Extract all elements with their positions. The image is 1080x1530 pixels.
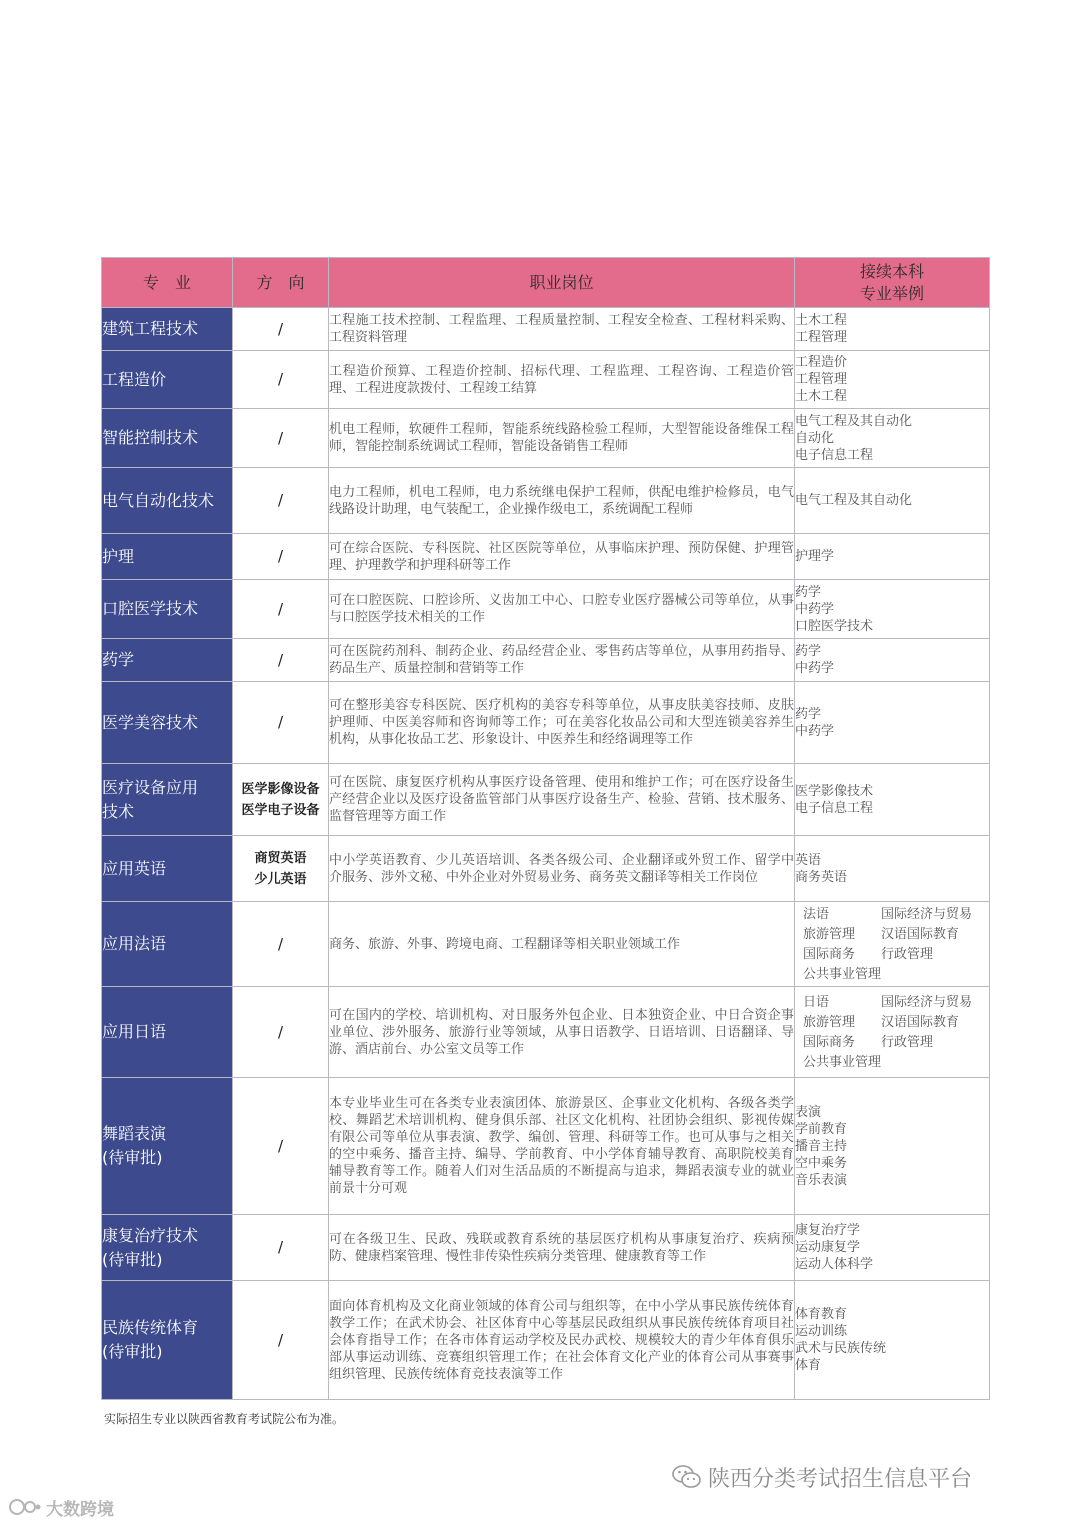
table-row [102,308,990,351]
table-row [102,1215,990,1281]
major-name [102,1281,233,1400]
watermark-left [8,1494,114,1520]
continuation-grid [803,994,981,1071]
major-name-line: 智能控制技术 [102,428,199,447]
direction-line: 医学影像设备 [241,781,320,797]
job-positions: 可在整形美容专科医院、医疗机构的美容专科等单位，从事皮肤美容技师、皮肤护理师、中医美容师和咨询师等工作；可在美容化妆品公司和大型连锁美容养生机构，从事化妆品工艺、形象设计、中医养生和经络调理等工作 [329,682,795,764]
continuation-item: 口腔医学技术 [795,618,874,634]
continuation-item: 英语 [795,852,822,868]
job-positions: 可在国内的学校、培训机构、对日服务外包企业、日本独资企业、中日合资企事业单位、涉外服务、旅游行业等领域，从事日语教学、日语培训、日语翻译、导游、酒店前台、办公室文员等工作 [329,987,795,1078]
continuation-majors [795,468,990,534]
table-row [102,580,990,639]
continuation-item: 康复治疗学 [795,1223,861,1238]
continuation-item: 体育 [795,1358,822,1373]
direction [233,308,329,351]
continuation-item: 运动康复学 [795,1240,861,1255]
major-name [102,580,233,639]
job-positions: 中小学英语教育、少儿英语培训、各类各级公司、企业翻译或外贸工作、留学中介服务、涉外文秘、中外企业对外贸易业务、商务英文翻译等相关工作岗位 [329,836,795,902]
major-name [102,764,233,836]
continuation-item: 音乐表演 [795,1172,848,1188]
major-name [102,639,233,682]
table-row [102,534,990,580]
continuation-item: 旅游管理 [803,926,856,942]
continuation-item: 护理学 [795,549,835,564]
major-name-line: (待审批) [102,1148,163,1167]
continuation-majors [795,682,990,764]
direction-line: / [277,1136,284,1155]
table-row [102,468,990,534]
job-positions: 可在综合医院、专科医院、社区医院等单位，从事临床护理、预防保健、护理管理、护理教学和护理科研等工作 [329,534,795,580]
table-row [102,682,990,764]
direction [233,682,329,764]
direction-line: / [277,491,284,509]
major-name-line: 应用法语 [102,934,167,953]
continuation-item: 武术与民族传统 [795,1341,887,1356]
major-name-line: 技术 [102,801,135,821]
continuation-item: 电子信息工程 [795,447,874,463]
direction [233,1281,329,1400]
continuation-item: 运动训练 [795,1324,848,1339]
job-positions: 面向体育机构及文化商业领域的体育公司与组织等，在中小学从事民族传统体育教学工作；在武术协会、社区体育中心等基层民政组织从事民族传统体育项目社会体育指导工作；在各市体育运动学校及民办武校、规模较大的青少年体育俱乐部从事运动训练、竞赛组织管理工作；在社会体育文化产业的体育公司从事赛事组织管理、民族传统体育竞技表演等工作 [329,1281,795,1400]
major-name [102,409,233,468]
continuation-item: 公共事业管理 [803,1054,882,1070]
major-name-line: 电气自动化技术 [102,490,215,510]
continuation-majors [795,1215,990,1281]
table-body [102,308,990,1400]
continuation-item: 工程造价 [795,355,848,370]
continuation-item: 国际经济与贸易 [881,994,973,1010]
direction-line: / [277,547,284,565]
continuation-majors [795,1078,990,1215]
continuation-item: 药学 [795,644,822,659]
direction-line: / [277,319,284,338]
continuation-item: 药学 [795,584,822,600]
job-positions: 商务、旅游、外事、跨境电商、工程翻译等相关职业领域工作 [329,902,795,987]
direction [233,351,329,409]
direction-line: / [277,934,284,953]
continuation-majors [795,902,990,987]
continuation-majors [795,308,990,351]
wechat-icon [672,1464,702,1490]
table-row [102,351,990,409]
major-name-line: (待审批) [102,1342,163,1361]
direction-line: / [277,370,284,388]
major-name-line: 口腔医学技术 [102,599,199,618]
table-row [102,1078,990,1215]
major-name-line: 应用英语 [102,858,167,878]
job-positions: 可在医院、康复医疗机构从事医疗设备管理、使用和维护工作；可在医疗设备生产经营企业以及医疗设备监管部门从事医疗设备生产、检验、营销、技术服务、监督管理等方面工作 [329,764,795,836]
continuation-item: 国际商务 [803,946,856,962]
continuation-item: 医学影像技术 [795,783,874,799]
table-row [102,764,990,836]
job-positions: 可在医院药剂科、制药企业、药品经营企业、零售药店等单位，从事用药指导、药品生产、质量控制和营销等工作 [329,639,795,682]
job-positions: 本专业毕业生可在各类专业表演团体、旅游景区、企事业文化机构、各级各类学校、舞蹈艺术培训机构、健身俱乐部、社区文化机构、社团协会组织、影视传媒有限公司等单位从事表演、教学、编创、管理、科研等工作。也可从事与之相关的空中乘务、播音主持、编导、学前教育、中小学体育辅导教育、高职院校美育辅导教育等工作。随着人们对生活品质的不断提高与追求，舞蹈表演专业的就业前景十分可观 [329,1078,795,1215]
header-direction: 方 向 [233,258,329,308]
continuation-majors [795,639,990,682]
major-name [102,987,233,1078]
continuation-item: 电气工程及其自动化 [795,493,913,508]
major-name-line: 应用日语 [102,1022,167,1041]
direction [233,1078,329,1215]
major-name-line: (待审批) [102,1249,163,1269]
header-continuation [795,258,990,308]
header-major: 专 业 [102,258,233,308]
direction [233,987,329,1078]
continuation-item: 汉语国际教育 [881,1014,960,1030]
major-name-line: 舞蹈表演 [102,1124,167,1143]
continuation-item: 工程管理 [795,372,848,387]
continuation-item: 工程管理 [795,330,848,345]
major-name-line: 康复治疗技术 [102,1225,199,1245]
direction [233,534,329,580]
footnote: 实际招生专业以陕西省教育考试院公布为准。 [104,1412,345,1426]
job-positions: 工程施工技术控制、工程监理、工程质量控制、工程安全检查、工程材料采购、工程资料管理 [329,308,795,351]
direction [233,468,329,534]
continuation-majors [795,534,990,580]
major-name [102,1078,233,1215]
major-name-line: 医学美容技术 [102,712,199,732]
direction [233,580,329,639]
major-name-line: 药学 [102,650,135,669]
direction-line: 医学电子设备 [241,802,320,818]
header-jobs: 职业岗位 [329,258,795,308]
job-positions: 工程造价预算、工程造价控制、招标代理、工程监理、工程咨询、工程造价管理、工程进度款拨付、工程竣工结算 [329,351,795,409]
continuation-majors [795,1281,990,1400]
continuation-grid [803,906,981,983]
major-name [102,351,233,409]
continuation-item: 行政管理 [881,1034,934,1050]
direction-line: / [277,1238,284,1256]
continuation-majors [795,764,990,836]
continuation-item: 法语 [803,906,830,922]
continuation-item: 国际经济与贸易 [881,906,973,922]
job-positions: 电力工程师，机电工程师，电力系统继电保护工程师，供配电维护检修员，电气线路设计助理，电气装配工，企业操作级电工，系统调配工程师 [329,468,795,534]
continuation-item: 学前教育 [795,1121,848,1137]
job-positions: 可在口腔医院、口腔诊所、义齿加工中心、口腔专业医疗器械公司等单位，从事与口腔医学技术相关的工作 [329,580,795,639]
job-positions: 可在各级卫生、民政、残联或教育系统的基层医疗机构从事康复治疗、疾病预防、健康档案管理、慢性非传染性疾病分类管理、健康教育等工作 [329,1215,795,1281]
continuation-majors [795,836,990,902]
continuation-item: 行政管理 [881,946,934,962]
job-positions: 机电工程师，软硬件工程师，智能系统线路检验工程师，大型智能设备维保工程师，智能控制系统调试工程师，智能设备销售工程师 [329,409,795,468]
continuation-majors [795,987,990,1078]
continuation-item: 旅游管理 [803,1014,856,1030]
continuation-majors [795,409,990,468]
direction [233,409,329,468]
watermark-left-text: 大数跨境 [46,1499,114,1520]
major-name [102,1215,233,1281]
major-name-line: 工程造价 [102,369,167,389]
table-row [102,1281,990,1400]
watermark-right [672,1462,972,1492]
major-name [102,534,233,580]
direction-line: / [277,713,284,731]
continuation-majors [795,580,990,639]
majors-table-wrapper [101,257,989,1400]
major-name [102,836,233,902]
continuation-item: 运动人体科学 [795,1257,874,1272]
major-name [102,682,233,764]
table-row [102,409,990,468]
direction-line: / [277,1022,284,1041]
continuation-item: 国际商务 [803,1034,856,1050]
continuation-item: 土木工程 [795,313,848,328]
continuation-item: 中药学 [795,723,835,739]
table-row [102,639,990,682]
logo-icon [8,1496,42,1518]
table-row [102,902,990,987]
continuation-item: 土木工程 [795,389,848,404]
continuation-item: 公共事业管理 [803,966,882,982]
continuation-item: 电气工程及其自动化 [795,413,913,429]
continuation-item: 药学 [795,706,822,722]
direction-line: / [277,1330,284,1349]
direction [233,902,329,987]
table-row [102,987,990,1078]
major-name [102,902,233,987]
table-header-row [102,258,990,308]
continuation-item: 中药学 [795,661,835,676]
major-name-line: 民族传统体育 [102,1318,199,1337]
continuation-majors [795,351,990,409]
header-continuation-line: 专业举例 [859,283,924,303]
direction-line: 商贸英语 [254,850,307,866]
continuation-item: 体育教育 [795,1307,848,1322]
continuation-item: 汉语国际教育 [881,926,960,942]
major-name [102,308,233,351]
majors-table [101,257,990,1400]
continuation-item: 播音主持 [795,1138,848,1154]
continuation-item: 商务英语 [795,869,848,885]
direction [233,764,329,836]
direction-line: 少儿英语 [254,871,307,887]
continuation-item: 空中乘务 [795,1155,848,1171]
direction-line: / [277,428,284,447]
continuation-item: 自动化 [795,430,835,446]
direction-line: / [277,599,284,618]
direction [233,1215,329,1281]
direction-line: / [277,650,284,669]
continuation-item: 中药学 [795,601,835,617]
direction [233,836,329,902]
continuation-item: 电子信息工程 [795,800,874,816]
table-row [102,836,990,902]
major-name-line: 建筑工程技术 [102,319,199,338]
continuation-item: 日语 [803,994,830,1010]
continuation-item: 表演 [795,1104,822,1120]
major-name [102,468,233,534]
major-name-line: 医疗设备应用 [102,777,199,797]
direction [233,639,329,682]
watermark-right-text: 陕西分类考试招生信息平台 [708,1466,973,1492]
major-name-line: 护理 [102,546,135,566]
header-continuation-line: 接续本科 [859,261,924,281]
